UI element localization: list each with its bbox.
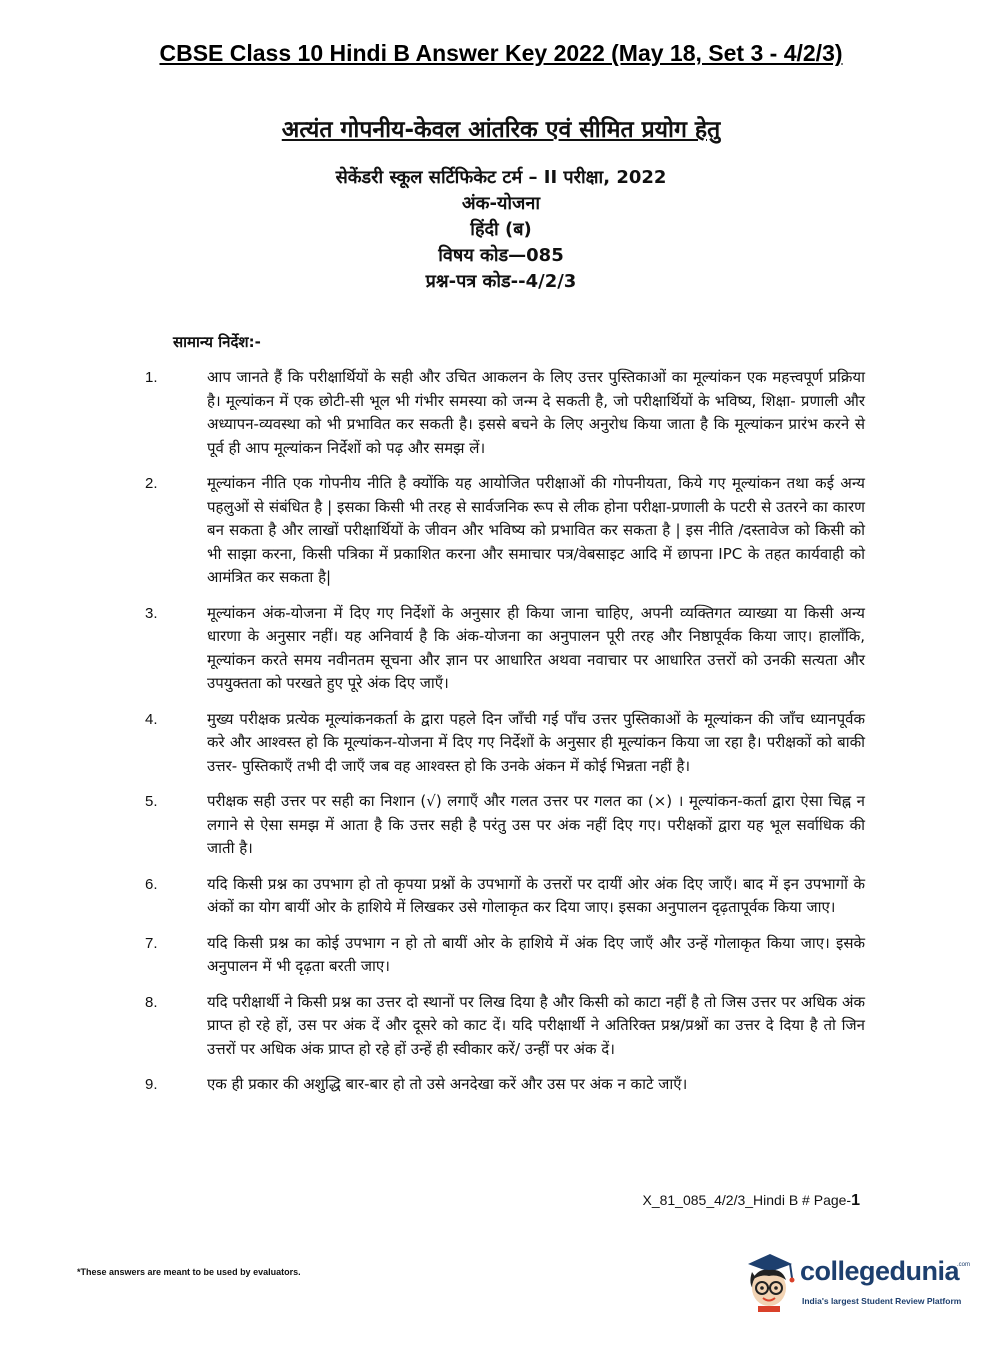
marking-scheme-label: अंक-योजना [461,193,541,214]
instruction-number: 8. [145,993,158,1011]
instruction-text: एक ही प्रकार की अशुद्धि बार-बार हो तो उसे अनदेखा करें और उस पर अंक न काटे जाएँ। [207,1075,688,1093]
instruction-number: 2. [145,475,158,492]
logo-domain: .com [957,1262,971,1268]
exam-name: सेकेंडरी स्कूल सर्टिफिकेट टर्म – II परीक्षा, 2022 [335,167,667,188]
instruction-item [145,991,865,1062]
instruction-text: परीक्षक सही उत्तर पर सही का निशान (√) लगाएँ और गलत उत्तर पर गलत का (×) । मूल्यांकन-कर्ता द्वारा ऐसा चिह्न न लगाने से ऐसा समझ में आता है कि उत्तर सही है परंतु उस पर अंक नहीं दिए गए। परीक्षकों द्वारा यह भूल सर्वाधिक की जाती है। [207,792,865,857]
confidential-label: अत्यंत गोपनीय-केवल आंतरिक एवं सीमित प्रयोग हेतु [281,117,721,143]
instruction-number: 9. [145,1076,158,1093]
page-code: X_81_085_4/2/3_Hindi B # Page- [642,1192,852,1208]
instruction-item [145,602,865,696]
instruction-text: यदि किसी प्रश्न का उपभाग हो तो कृपया प्रश्नों के उपभागों के उत्तरों पर दायीं ओर अंक दिए जाएँ। बाद में इन उपभागों के अंकों का योग बायीं ओर के हाशिये में लिखकर उसे गोलाकृत कर दिया जाए। इसका अनुपालन दृढ़तापूर्वक किया जाए। [207,874,865,916]
instruction-number: 3. [145,604,158,622]
paper-code: प्रश्न-पत्र कोड--4/2/3 [425,271,577,292]
logo-tagline: India's largest Student Review Platform [802,1296,962,1306]
subject-name: हिंदी (ब) [470,219,532,240]
instructions-list [145,366,865,1109]
instruction-item [145,366,865,460]
instruction-text: मुख्य परीक्षक प्रत्येक मूल्यांकनकर्ता के द्वारा पहले दिन जाँची गई पाँच उत्तर पुस्तिकाओं के मूल्यांकन की जाँच ध्यानपूर्वक करे और आश्वस्त हो कि मूल्यांकन-योजना में दिए गए निर्देशों के अनुसार ही मूल्यांकन किया जा रहा है। परीक्षकों को बाकी उत्तर- पुस्तिकाएँ तभी दी जाएँ जब वह आश्वस्त हो कि उनके अंकन में कोई भिन्नता नहीं है। [207,709,865,775]
instruction-item [145,1073,865,1097]
document-title: CBSE Class 10 Hindi B Answer Key 2022 (May 18, Set 3 - 4/2/3) [159,40,843,66]
collegedunia-logo[interactable] [738,1250,971,1320]
general-instructions-heading: सामान्य निर्देश:- [173,333,261,351]
instruction-item [145,873,865,920]
instruction-text: मूल्यांकन अंक-योजना में दिए गए निर्देशों के अनुसार ही किया जाना चाहिए, अपनी व्यक्तिगत व्याख्या या किसी अन्य धारणा के अनुसार नहीं। यह अनिवार्य है कि अंक-योजना का अनुपालन पूरी तरह और निष्ठापूर्वक किया जाए। हालाँकि, मूल्यांकन करते समय नवीनतम सूचना और ज्ञान पर आधारित अथवा नवाचार पर आधारित उत्तरों को उनकी सत्यता और उपयुक्तता को परखते हुए पूरे अंक दिए जाएँ। [207,603,865,692]
instruction-number: 5. [145,793,158,810]
instruction-text: मूल्यांकन नीति एक गोपनीय नीति है क्योंकि यह आयोजित परीक्षाओं की गोपनीयता, किये गए मूल्यांकन तथा कई अन्य पहलुओं से संबंधित है | इसका किसी भी तरह से सार्वजनिक रूप से लीक होना परीक्षा-प्रणाली के पटरी से उतरने का कारण बन सकता है और लाखों परीक्षार्थियों के जीवन और भविष्य को प्रभावित कर सकता है | इस नीति /दस्तावेज को किसी को भी साझा करना, किसी पत्रिका में प्रकाशित करना और समाचार पत्र/वेबसाइट आदि में छापना IPC के तहत कार्यवाही को आमंत्रित कर सकता है| [207,474,865,586]
subject-code: विषय कोड—085 [438,245,564,266]
instruction-item [145,790,865,861]
instruction-number: 4. [145,710,158,728]
page-reference [642,1192,860,1210]
logo-wordmark: collegedunia [800,1256,960,1286]
instruction-number: 6. [145,875,158,893]
instruction-number: 7. [145,934,158,952]
instruction-text: आप जानते हैं कि परीक्षार्थियों के सही और उचित आकलन के लिए उत्तर पुस्तिकाओं का मूल्यांकन एक महत्त्वपूर्ण प्रक्रिया है। मूल्यांकन में एक छोटी-सी भूल भी गंभीर समस्या को जन्म दे सकती है, जो परीक्षार्थियों के भविष्य, शिक्षा- प्रणाली और अध्यापन-व्यवस्था को भी प्रभावित कर सकती है। इससे बचने के लिए अनुरोध किया जाता है कि मूल्यांकन प्रारंभ करने से पूर्व ही आप मूल्यांकन निर्देशों को पढ़ और समझ लें। [207,368,865,457]
page-number: 1 [851,1192,860,1209]
instruction-text: यदि किसी प्रश्न का कोई उपभाग न हो तो बायीं ओर के हाशिये में अंक दिए जाएँ और उन्हें गोलाकृत किया जाए। इसके अनुपालन में भी दृढ़ता बरती जाए। [207,933,865,975]
mascot-icon [738,1250,798,1312]
instruction-item [145,472,865,590]
instruction-text: यदि परीक्षार्थी ने किसी प्रश्न का उत्तर दो स्थानों पर लिख दिया है और किसी को काटा नहीं है तो जिस उत्तर पर अधिक अंक प्राप्त हो रहे हों, उस पर अंक दें और दूसरे को काट दें। यदि परीक्षार्थी ने अतिरिक्त प्रश्न/प्रश्नों का उत्तर दे दिया है तो जिन उत्तरों पर अधिक अंक प्राप्त हो रहे हों उन्हें ही स्वीकार करें/ उन्हीं पर अंक दें। [207,992,865,1058]
instruction-item [145,708,865,779]
footnote: *These answers are meant to be used by evaluators. [77,1267,301,1277]
instruction-item [145,932,865,979]
instruction-number: 1. [145,369,158,386]
exam-info [0,165,1002,295]
